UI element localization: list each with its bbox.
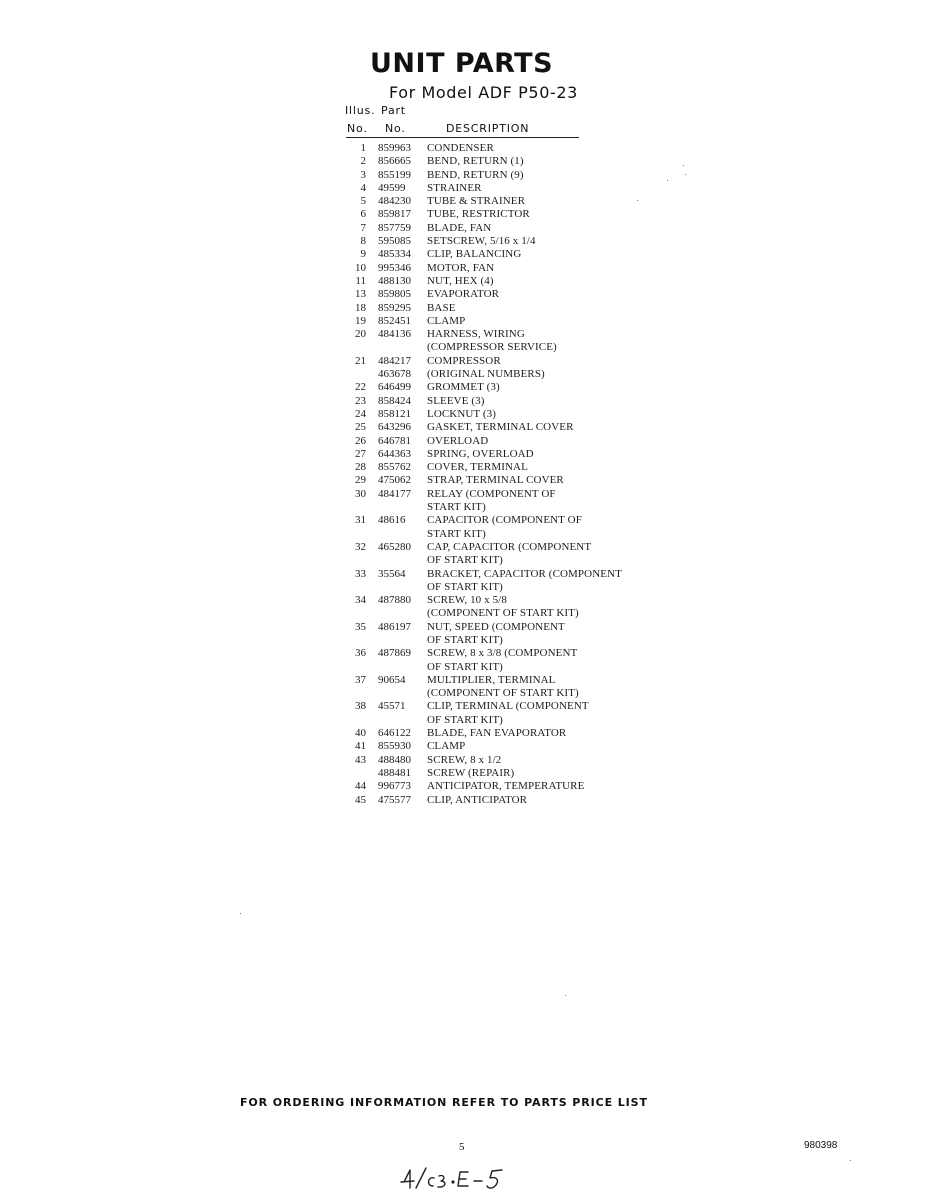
part-no-cell: 859817 [378,208,411,221]
part-no-cell: 484177 [378,487,411,500]
scan-speck [240,913,241,914]
description-cell: TUBE & STRAINER [427,195,526,208]
description-cell: CAPACITOR (COMPONENT OF [427,514,582,527]
table-row [0,408,945,421]
scan-speck [685,174,686,175]
part-no-cell: 859805 [378,288,411,301]
illus-no-cell: 6 [360,208,366,221]
description-cell: SCREW, 8 x 1/2 [427,753,502,766]
description-cell: OF START KIT) [427,633,503,646]
description-cell: COMPRESSOR [427,354,501,367]
table-row [0,248,945,261]
description-cell: COVER, TERMINAL [427,461,528,474]
illus-no-cell: 13 [355,288,366,301]
description-cell: BEND, RETURN (9) [427,168,524,181]
part-no-cell: 646122 [378,727,411,740]
part-no-cell: 855199 [378,168,411,181]
description-cell: NUT, SPEED (COMPONENT [427,620,565,633]
table-row [0,182,945,195]
description-cell: SCREW, 8 x 3/8 (COMPONENT [427,647,578,660]
document-number: 980398 [804,1140,838,1151]
table-row [0,222,945,235]
part-no-cell: 995346 [378,261,411,274]
table-row [0,328,945,341]
illus-no-cell: 5 [360,195,366,208]
description-cell: BEND, RETURN (1) [427,155,524,168]
table-row [0,594,945,607]
description-cell: OVERLOAD [427,434,489,447]
table-row [0,581,945,594]
part-no-cell: 484217 [378,354,411,367]
part-no-cell: 646499 [378,381,411,394]
description-cell: SETSCREW, 5/16 x 1/4 [427,235,536,248]
part-no-cell: 35564 [378,567,406,580]
table-row [0,501,945,514]
illus-no-cell: 41 [355,740,366,753]
table-row [0,169,945,182]
illus-no-cell: 30 [355,487,366,500]
table-row [0,142,945,155]
part-no-cell: 644363 [378,447,411,460]
description-cell: RELAY (COMPONENT OF [427,487,556,500]
part-no-cell: 49599 [378,181,406,194]
description-cell: BLADE, FAN [427,221,492,234]
table-row [0,355,945,368]
description-cell: (COMPONENT OF START KIT) [427,687,579,700]
table-row [0,794,945,807]
description-cell: CLIP, TERMINAL (COMPONENT [427,700,589,713]
part-no-cell: 859295 [378,301,411,314]
illus-no-cell: 32 [355,540,366,553]
part-no-cell: 859963 [378,142,411,154]
table-row [0,541,945,554]
part-no-cell: 488480 [378,753,411,766]
table-row [0,700,945,713]
table-row [0,474,945,487]
table-row [0,740,945,753]
illus-no-cell: 31 [355,514,366,527]
scan-speck [683,165,684,166]
table-row [0,528,945,541]
table-row [0,381,945,394]
table-row [0,235,945,248]
description-cell: (COMPONENT OF START KIT) [427,607,579,620]
description-cell: (ORIGINAL NUMBERS) [427,368,545,381]
part-no-cell: 852451 [378,314,411,327]
description-cell: ANTICIPATOR, TEMPERATURE [427,780,585,793]
table-row [0,488,945,501]
description-cell: TUBE, RESTRICTOR [427,208,530,221]
table-row [0,288,945,301]
illus-no-cell: 29 [355,474,366,487]
illus-no-cell: 37 [355,673,366,686]
description-cell: MOTOR, FAN [427,261,495,274]
part-no-cell: 487880 [378,594,411,607]
illus-no-cell: 34 [355,594,366,607]
table-row [0,554,945,567]
part-no-cell: 484136 [378,328,411,341]
illus-no-cell: 33 [355,567,366,580]
illus-no-cell: 28 [355,461,366,474]
part-no-cell: 488481 [378,766,411,779]
part-no-cell: 857759 [378,221,411,234]
part-no-cell: 463678 [378,368,411,381]
table-row [0,634,945,647]
description-cell: CAP, CAPACITOR (COMPONENT [427,540,592,553]
description-cell: SLEEVE (3) [427,394,485,407]
table-row [0,568,945,581]
illus-no-cell: 1 [360,142,366,154]
header-part: Part [381,104,406,117]
illus-no-cell: 10 [355,261,366,274]
header-illus: Illus. [345,104,376,117]
table-row [0,395,945,408]
description-cell: CLIP, ANTICIPATOR [427,793,528,806]
description-cell: HARNESS, WIRING [427,328,525,341]
part-no-cell: 485334 [378,248,411,261]
part-no-cell: 48616 [378,514,406,527]
header-illus-no: No. [347,122,368,135]
table-row [0,780,945,793]
illus-no-cell: 20 [355,328,366,341]
illus-no-cell: 43 [355,753,366,766]
description-cell: MULTIPLIER, TERMINAL [427,673,556,686]
illus-no-cell: 9 [360,248,366,261]
illus-no-cell: 44 [355,780,366,793]
header-rule [346,137,579,138]
part-no-cell: 855762 [378,461,411,474]
description-cell: SCREW, 10 x 5/8 [427,594,507,607]
part-no-cell: 486197 [378,620,411,633]
description-cell: START KIT) [427,527,486,540]
illus-no-cell: 21 [355,354,366,367]
description-cell: BLADE, FAN EVAPORATOR [427,727,567,740]
description-cell: START KIT) [427,501,486,514]
table-row [0,767,945,780]
table-row [0,195,945,208]
description-cell: SPRING, OVERLOAD [427,447,534,460]
part-no-cell: 856665 [378,155,411,168]
description-cell: CLAMP [427,740,466,753]
description-cell: EVAPORATOR [427,288,500,301]
table-row [0,341,945,354]
illus-no-cell: 25 [355,421,366,434]
part-no-cell: 475577 [378,793,411,806]
table-row [0,435,945,448]
description-cell: CLIP, BALANCING [427,248,522,261]
part-no-cell: 643296 [378,421,411,434]
description-cell: OF START KIT) [427,580,503,593]
part-no-cell: 858424 [378,394,411,407]
description-cell: GASKET, TERMINAL COVER [427,421,574,434]
part-no-cell: 487869 [378,647,411,660]
part-no-cell: 484230 [378,195,411,208]
description-cell: BRACKET, CAPACITOR (COMPONENT [427,567,622,580]
part-no-cell: 90654 [378,673,406,686]
table-row [0,208,945,221]
table-row [0,687,945,700]
illus-no-cell: 40 [355,727,366,740]
table-row [0,621,945,634]
illus-no-cell: 22 [355,381,366,394]
table-row [0,661,945,674]
part-no-cell: 858121 [378,407,411,420]
table-row [0,155,945,168]
part-no-cell: 488130 [378,274,411,287]
description-cell: (COMPRESSOR SERVICE) [427,341,557,354]
description-cell: NUT, HEX (4) [427,274,494,287]
illus-no-cell: 45 [355,793,366,806]
table-row [0,607,945,620]
page-number: 5 [459,1141,465,1153]
table-row [0,315,945,328]
illus-no-cell: 23 [355,394,366,407]
table-row [0,754,945,767]
table-row [0,302,945,315]
illus-no-cell: 36 [355,647,366,660]
description-cell: CONDENSER [427,142,494,154]
description-cell: BASE [427,301,456,314]
illus-no-cell: 18 [355,301,366,314]
description-cell: STRAP, TERMINAL COVER [427,474,564,487]
scan-speck [667,180,668,181]
illus-no-cell: 7 [360,221,366,234]
description-cell: LOCKNUT (3) [427,407,497,420]
table-row [0,461,945,474]
illus-no-cell: 38 [355,700,366,713]
illus-no-cell: 19 [355,314,366,327]
header-part-no: No. [385,122,406,135]
description-cell: STRAINER [427,181,482,194]
table-row [0,448,945,461]
illus-no-cell: 24 [355,407,366,420]
table-row [0,514,945,527]
table-row [0,421,945,434]
description-cell: SCREW (REPAIR) [427,766,515,779]
table-row [0,275,945,288]
illus-no-cell: 35 [355,620,366,633]
ordering-footer: FOR ORDERING INFORMATION REFER TO PARTS PRICE LIST [240,1096,648,1109]
model-subtitle: For Model ADF P50-23 [389,83,578,102]
scan-speck [850,1160,851,1161]
description-cell: CLAMP [427,314,466,327]
page-title: UNIT PARTS [370,48,554,79]
illus-no-cell: 27 [355,447,366,460]
part-no-cell: 465280 [378,540,411,553]
illus-no-cell: 3 [360,168,366,181]
part-no-cell: 996773 [378,780,411,793]
part-no-cell: 855930 [378,740,411,753]
part-no-cell: 45571 [378,700,406,713]
part-no-cell: 646781 [378,434,411,447]
parts-table [0,142,945,807]
table-row [0,368,945,381]
illus-no-cell: 11 [355,274,366,287]
illus-no-cell: 8 [360,235,366,248]
part-no-cell: 475062 [378,474,411,487]
table-row [0,647,945,660]
illus-no-cell: 26 [355,434,366,447]
description-cell: OF START KIT) [427,660,503,673]
header-description: DESCRIPTION [446,122,530,135]
table-row [0,727,945,740]
table-row [0,262,945,275]
scan-speck [565,995,566,996]
description-cell: OF START KIT) [427,713,503,726]
illus-no-cell: 2 [360,155,366,168]
illus-no-cell: 4 [360,181,366,194]
description-cell: GROMMET (3) [427,381,500,394]
description-cell: OF START KIT) [427,554,503,567]
part-no-cell: 595085 [378,235,411,248]
handwritten-note-drawing [398,1162,508,1194]
scan-speck [637,200,638,201]
table-row [0,674,945,687]
table-row [0,714,945,727]
handwritten-note [398,1162,508,1199]
